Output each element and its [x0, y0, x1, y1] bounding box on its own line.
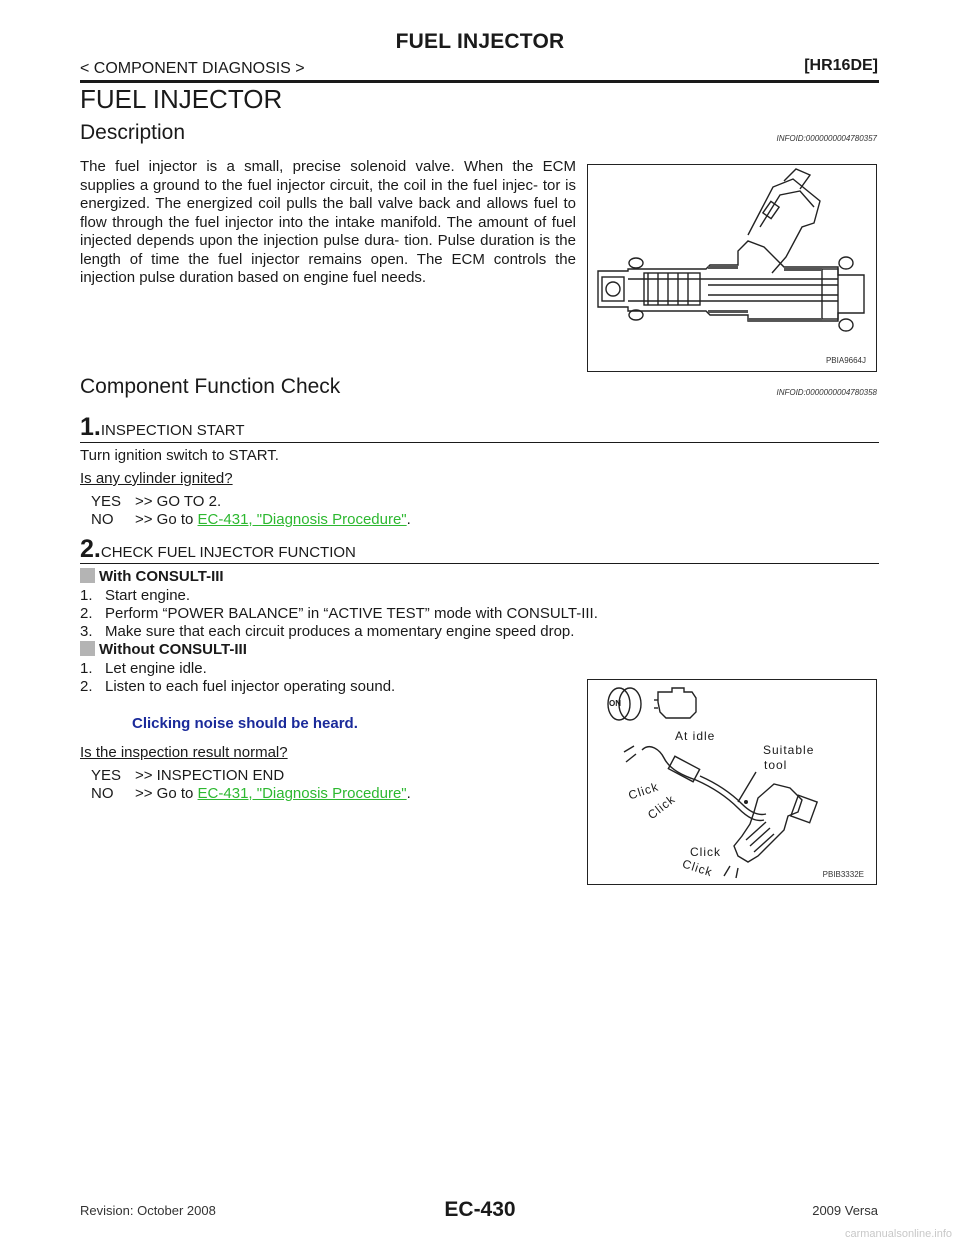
- no-key: NO: [91, 511, 114, 528]
- step-2-no: [91, 785, 411, 802]
- step-1-question: Is any cylinder ignited?: [80, 470, 233, 487]
- with-consult-item-2: 2. Perform “POWER BALANCE” in “ACTIVE TEST” mode with CONSULT-III.: [80, 605, 598, 622]
- yes-key: YES: [91, 767, 122, 784]
- step-1-no: [91, 511, 411, 528]
- click-label: Click: [690, 845, 721, 859]
- step-1-instruction: Turn ignition switch to START.: [80, 447, 279, 464]
- ignition-on-label: ON: [609, 699, 621, 708]
- breadcrumb: < COMPONENT DIAGNOSIS >: [80, 60, 305, 77]
- no-key: NO: [91, 785, 114, 802]
- page-title: FUEL INJECTOR: [80, 84, 283, 114]
- step-number: 2.: [80, 535, 101, 563]
- figure-label: PBIB3332E: [822, 870, 864, 879]
- with-consult-item-3: 3. Make sure that each circuit produces a momentary engine speed drop.: [80, 623, 575, 640]
- no-suffix: .: [406, 511, 411, 528]
- running-header-title: FUEL INJECTOR: [395, 30, 565, 53]
- yes-text: >> INSPECTION END: [135, 767, 285, 784]
- tool-label: tool: [764, 758, 788, 772]
- no-prefix: >> Go to: [135, 785, 198, 802]
- with-consult-item-1: 1. Start engine.: [80, 587, 191, 604]
- header-rule: [80, 80, 879, 83]
- yes-key: YES: [91, 493, 122, 510]
- revision-date: Revision: October 2008: [80, 1203, 216, 1218]
- model-year: 2009 Versa: [812, 1203, 878, 1218]
- step-rule: [80, 442, 879, 443]
- clicking-noise-notice: Clicking noise should be heard.: [132, 715, 358, 732]
- description-text: The fuel injector is a small, precise solenoid valve. When the ECM supplies a ground to the fuel injector circuit, the coil in the fuel injec- tor is energized. The energized coil pulls the ball valve back and allows fuel to flow through the fuel injector into the intake manifold. The amount of fuel injected depends upon the injection pulse dura- tion. Pulse duration is the length of time the fuel injector remains open. The ECM controls the injection pulse duration based on engine fuel needs.: [80, 158, 576, 286]
- no-suffix: .: [406, 785, 411, 802]
- diagnosis-procedure-link[interactable]: EC-431, "Diagnosis Procedure": [197, 511, 407, 528]
- click-label: Click: [680, 856, 715, 880]
- consult-tag-icon: [80, 568, 95, 583]
- yes-text: >> GO TO 2.: [135, 493, 222, 510]
- without-consult-item-2: 2. Listen to each fuel injector operating sound.: [80, 678, 396, 695]
- step-2-question: Is the inspection result normal?: [80, 744, 288, 761]
- without-consult-item-1: 1. Let engine idle.: [80, 660, 207, 677]
- click-label: Click: [626, 779, 661, 803]
- without-consult-heading: [80, 641, 247, 658]
- injector-sound-test-drawing: [588, 680, 876, 884]
- description-infoid: INFOID:0000000004780357: [776, 134, 877, 143]
- function-check-heading: Component Function Check: [80, 375, 341, 398]
- with-consult-heading: [80, 568, 224, 585]
- step-rule: [80, 563, 879, 564]
- step-number: 1.: [80, 413, 101, 441]
- injector-sound-test-figure: [587, 679, 877, 885]
- without-consult-label: Without CONSULT-III: [99, 641, 247, 658]
- at-idle-label: At idle: [675, 729, 716, 743]
- figure-label: PBIA9664J: [825, 356, 866, 365]
- step-1-yes: [91, 493, 221, 510]
- injector-cross-section-drawing: [588, 165, 876, 371]
- engine-code: [HR16DE]: [804, 57, 878, 74]
- no-prefix: >> Go to: [135, 511, 198, 528]
- injector-cross-section-figure: [587, 164, 877, 372]
- description-heading: Description: [80, 121, 186, 144]
- step-2-yes: [91, 767, 284, 784]
- step-label: CHECK FUEL INJECTOR FUNCTION: [100, 544, 356, 561]
- step-1-header: [80, 413, 245, 442]
- step-2-header: [80, 535, 356, 564]
- function-check-infoid: INFOID:0000000004780358: [776, 388, 877, 397]
- page-number: EC-430: [444, 1198, 516, 1221]
- click-label: Click: [644, 791, 679, 823]
- with-consult-label: With CONSULT-III: [99, 568, 224, 585]
- no-consult-tag-icon: [80, 641, 95, 656]
- diagnosis-procedure-link[interactable]: EC-431, "Diagnosis Procedure": [197, 785, 407, 802]
- watermark: carmanualsonline.info: [844, 1228, 952, 1240]
- suitable-label: Suitable: [763, 743, 815, 757]
- step-label: INSPECTION START: [100, 422, 245, 439]
